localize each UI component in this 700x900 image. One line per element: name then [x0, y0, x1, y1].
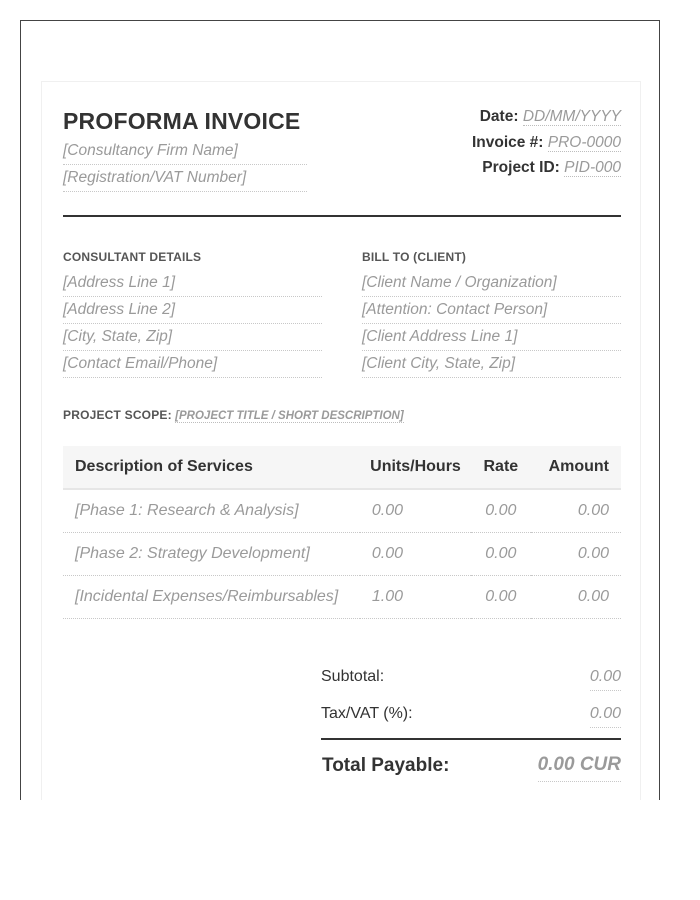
- date-row: [472, 104, 621, 130]
- row-rate[interactable]: 0.00: [471, 576, 530, 619]
- totals-section: [321, 660, 621, 786]
- row-description[interactable]: [Phase 1: Research & Analysis]: [63, 489, 360, 533]
- consultant-city-state-zip[interactable]: [City, State, Zip]: [63, 324, 322, 351]
- firm-name-field[interactable]: [Consultancy Firm Name]: [63, 138, 307, 165]
- project-scope-field[interactable]: [PROJECT TITLE / SHORT DESCRIPTION]: [175, 410, 404, 422]
- date-field[interactable]: DD/MM/YYYY: [522, 108, 621, 125]
- tax-row: [321, 697, 621, 734]
- invoice-number-label: Invoice #:: [471, 133, 544, 151]
- total-payable-row: [321, 740, 621, 786]
- row-units[interactable]: 0.00: [360, 533, 471, 576]
- column-header-amount: Amount: [531, 446, 621, 489]
- bill-to-client: [362, 250, 621, 378]
- consultant-heading: CONSULTANT DETAILS: [63, 250, 202, 264]
- row-rate[interactable]: 0.00: [471, 533, 530, 576]
- invoice-sheet: [41, 81, 641, 800]
- consultant-contact[interactable]: [Contact Email/Phone]: [63, 351, 322, 378]
- total-payable-value: 0.00 CUR: [538, 754, 621, 782]
- tax-value[interactable]: 0.00: [590, 705, 621, 728]
- consultant-details: [63, 250, 322, 378]
- row-description[interactable]: [Incidental Expenses/Reimbursables]: [63, 576, 360, 619]
- page-frame: [20, 20, 660, 800]
- consultant-address-line-1[interactable]: [Address Line 1]: [63, 270, 322, 297]
- subtotal-row: [321, 660, 621, 697]
- invoice-header-left: [63, 106, 307, 192]
- project-scope-label: PROJECT SCOPE:: [63, 408, 172, 422]
- column-header-description: Description of Services: [63, 446, 360, 489]
- row-amount: 0.00: [531, 489, 621, 533]
- project-id-label: Project ID:: [482, 159, 560, 176]
- tax-label: Tax/VAT (%):: [321, 705, 413, 722]
- client-address-field[interactable]: [Client Address Line 1]: [362, 324, 621, 351]
- subtotal-value: 0.00: [590, 668, 621, 691]
- date-label: Date:: [479, 108, 519, 125]
- project-scope: [63, 408, 404, 423]
- invoice-number-row: [472, 130, 621, 156]
- row-amount: 0.00: [531, 533, 621, 576]
- consultant-address-line-2[interactable]: [Address Line 2]: [63, 297, 322, 324]
- row-units[interactable]: 0.00: [360, 489, 471, 533]
- project-id-row: [472, 155, 621, 181]
- invoice-number-field[interactable]: PRO-0000: [547, 133, 621, 151]
- invoice-meta: [472, 104, 621, 181]
- row-rate[interactable]: 0.00: [471, 489, 530, 533]
- client-name-field[interactable]: [Client Name / Organization]: [362, 270, 621, 297]
- project-id-field[interactable]: PID-000: [564, 159, 621, 176]
- client-attention-field[interactable]: [Attention: Contact Person]: [362, 297, 621, 324]
- bill-to-heading: BILL TO (CLIENT): [362, 250, 467, 264]
- table-header-row: [63, 446, 621, 489]
- client-city-state-zip[interactable]: [Client City, State, Zip]: [362, 351, 621, 378]
- table-row: [63, 576, 621, 619]
- row-units[interactable]: 1.00: [360, 576, 471, 619]
- row-description[interactable]: [Phase 2: Strategy Development]: [63, 533, 360, 576]
- subtotal-label: Subtotal:: [321, 668, 385, 685]
- column-header-units: Units/Hours: [360, 446, 471, 489]
- row-amount: 0.00: [531, 576, 621, 619]
- total-payable-label: Total Payable:: [322, 755, 450, 776]
- table-row: [63, 533, 621, 576]
- column-header-rate: Rate: [471, 446, 530, 489]
- table-row: [63, 489, 621, 533]
- services-table: [63, 446, 621, 619]
- registration-field[interactable]: [Registration/VAT Number]: [63, 165, 307, 192]
- document-title: PROFORMA INVOICE: [63, 108, 301, 134]
- header-divider: [63, 215, 621, 217]
